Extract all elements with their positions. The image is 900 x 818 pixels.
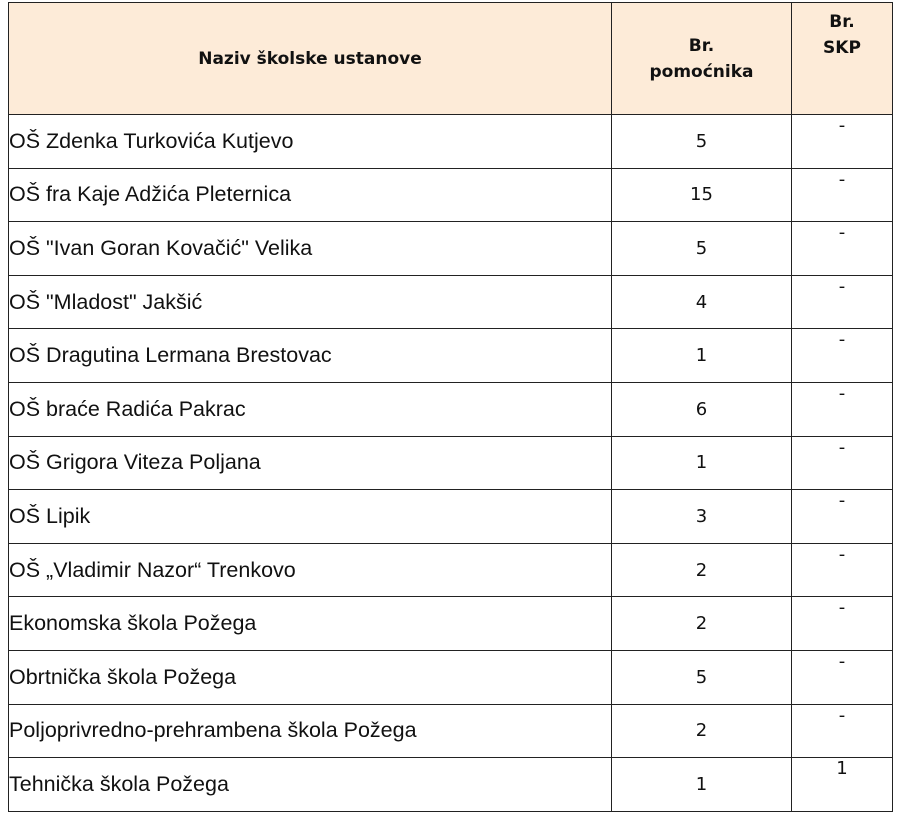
assistants-count-cell: 6: [612, 382, 792, 436]
school-name-cell: Tehnička škola Požega: [9, 758, 612, 812]
header-assistants-line2: pomoćnika: [649, 61, 754, 82]
table-row: [9, 597, 893, 651]
table-row: [9, 168, 893, 222]
skp-count-cell: -: [792, 382, 893, 436]
school-name-cell: OŠ „Vladimir Nazor“ Trenkovo: [9, 543, 612, 597]
assistants-count-cell: 3: [612, 490, 792, 544]
assistants-count-cell: 4: [612, 275, 792, 329]
header-assistants-line1: Br.: [688, 35, 715, 56]
school-name-cell: Obrtnička škola Požega: [9, 650, 612, 704]
header-assistants: [612, 3, 792, 115]
table-row: [9, 758, 893, 812]
skp-count-cell: -: [792, 704, 893, 758]
school-name-cell: OŠ Lipik: [9, 490, 612, 544]
table-row: [9, 382, 893, 436]
table-row: [9, 490, 893, 544]
assistants-count-cell: 2: [612, 597, 792, 651]
skp-count-cell: -: [792, 115, 893, 169]
table-row: [9, 222, 893, 276]
assistants-count-cell: 1: [612, 758, 792, 812]
school-name-cell: OŠ braće Radića Pakrac: [9, 382, 612, 436]
school-name-cell: OŠ Dragutina Lermana Brestovac: [9, 329, 612, 383]
skp-count-cell: -: [792, 436, 893, 490]
header-school-name-label: Naziv školske ustanove: [198, 48, 422, 69]
school-name-cell: Poljoprivredno-prehrambena škola Požega: [9, 704, 612, 758]
school-name-cell: OŠ "Mladost" Jakšić: [9, 275, 612, 329]
table-row: [9, 329, 893, 383]
table-body: [9, 115, 893, 812]
table-row: [9, 436, 893, 490]
skp-count-cell: -: [792, 650, 893, 704]
skp-count-cell: -: [792, 490, 893, 544]
school-name-cell: OŠ "Ivan Goran Kovačić" Velika: [9, 222, 612, 276]
table-row: [9, 115, 893, 169]
school-name-cell: OŠ Zdenka Turkovića Kutjevo: [9, 115, 612, 169]
skp-count-cell: -: [792, 597, 893, 651]
header-skp-line1: Br.: [829, 12, 855, 32]
schools-table: [8, 2, 893, 812]
assistants-count-cell: 2: [612, 543, 792, 597]
skp-count-cell: -: [792, 222, 893, 276]
assistants-count-cell: 5: [612, 115, 792, 169]
skp-count-cell: -: [792, 168, 893, 222]
assistants-count-cell: 1: [612, 436, 792, 490]
header-skp-line2: SKP: [823, 38, 861, 58]
header-skp: [792, 3, 893, 115]
table-row: [9, 650, 893, 704]
skp-count-cell: 1: [792, 758, 893, 812]
school-name-cell: Ekonomska škola Požega: [9, 597, 612, 651]
assistants-count-cell: 5: [612, 650, 792, 704]
school-name-cell: OŠ Grigora Viteza Poljana: [9, 436, 612, 490]
assistants-count-cell: 5: [612, 222, 792, 276]
assistants-count-cell: 15: [612, 168, 792, 222]
table-row: [9, 543, 893, 597]
table-row: [9, 275, 893, 329]
table-row: [9, 704, 893, 758]
header-school-name: [9, 3, 612, 115]
assistants-count-cell: 2: [612, 704, 792, 758]
assistants-count-cell: 1: [612, 329, 792, 383]
skp-count-cell: -: [792, 275, 893, 329]
header-row: [9, 3, 893, 115]
school-name-cell: OŠ fra Kaje Adžića Pleternica: [9, 168, 612, 222]
skp-count-cell: -: [792, 329, 893, 383]
table-header: [9, 3, 893, 115]
skp-count-cell: -: [792, 543, 893, 597]
